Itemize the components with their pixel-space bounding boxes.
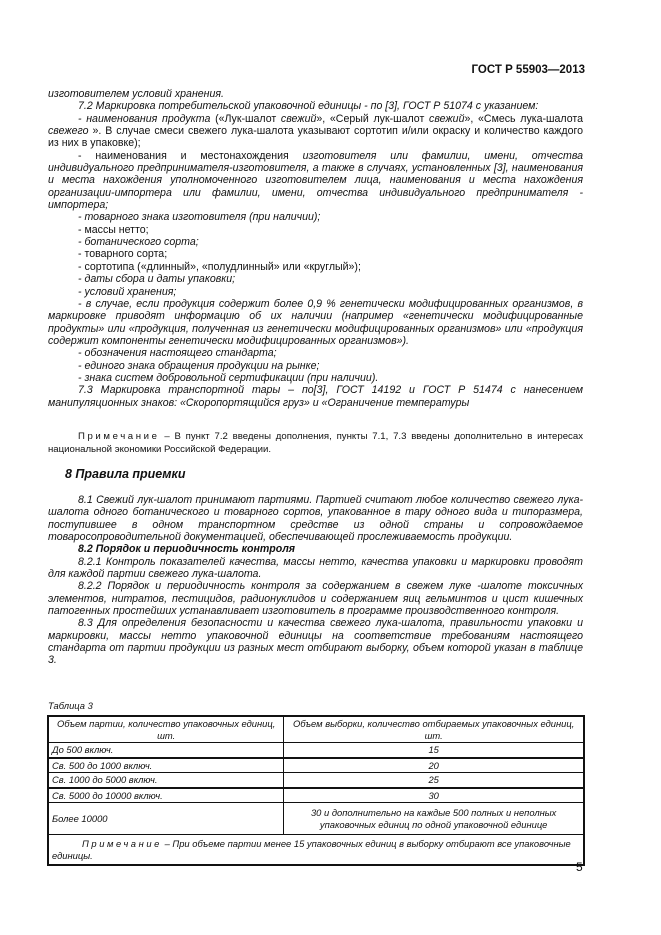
cell: 25 — [284, 773, 584, 788]
column-header: Объем партии, количество упаковочных единиц, шт. — [48, 716, 284, 743]
list-item: - товарного знака изготовителя (при наличии); — [78, 211, 321, 224]
document-header: ГОСТ Р 55903—2013 — [471, 64, 585, 76]
cell: До 500 включ. — [48, 743, 284, 758]
text: свежего — [48, 125, 89, 138]
list-item: - знака систем добровольной сертификации (при наличии). — [78, 371, 379, 384]
list-item: - даты сбора и даты упаковки; — [78, 273, 236, 286]
table-header-row — [48, 716, 584, 743]
list-item: - условий хранения; — [78, 285, 177, 298]
subheading-8-2: 8.2 Порядок и периодичность контроля — [78, 543, 296, 556]
list-item: - ботанического сорта; — [78, 236, 199, 249]
table-row — [48, 743, 584, 758]
cell: Более 10000 — [48, 803, 284, 835]
table-row — [48, 758, 584, 773]
section-heading: 8 Правила приемки — [65, 467, 186, 481]
text: - наименования и местонахождения — [78, 149, 303, 162]
text: », «Серый лук-шалот — [316, 112, 430, 125]
list-item — [48, 150, 583, 212]
table-row — [48, 803, 584, 835]
text: («Лук-шалот — [215, 112, 281, 125]
paragraph-8-2-1: 8.2.1 Контроль показателей качества, массы нетто, качества упаковки и маркировки проводят для каждой партии свежего лука-шалота. — [48, 555, 583, 581]
cell: 15 — [284, 743, 584, 758]
table-row — [48, 773, 584, 788]
paragraph: изготовителем условий хранения. — [48, 88, 224, 100]
section-8-body — [48, 494, 583, 667]
list-item: - обозначения настоящего стандарта; — [78, 347, 277, 360]
paragraph-7-2: 7.2 Маркировка потребительской упаковочной единицы - по [3], ГОСТ Р 51074 с указанием: — [78, 100, 539, 113]
list-item — [48, 113, 583, 150]
section-7-body — [48, 88, 583, 409]
note-label: Примечание — [82, 838, 162, 849]
section-8-heading-wrap — [48, 468, 583, 480]
list-item: - сортотипа («длинный», «полудлинный» или «круглый»); — [78, 260, 361, 273]
table-note-row — [48, 835, 584, 866]
paragraph-8-2-2: 8.2.2 Порядок и периодичность контроля за содержанием в свежем луке -шалоте токсичных элементов, нитратов, пестицидов, радионуклидов и содержанием яиц гельминтов и цист кишечных патогенных простейших устанавливает изготовитель в программе производственного контроля. — [48, 580, 583, 618]
cell: 20 — [284, 758, 584, 773]
text: свежий — [280, 112, 317, 125]
paragraph-8-1: 8.1 Свежий лук-шалот принимают партиями. Партией считают любое количество свежего лука-шалота одного ботанического и товарного сортов, упакованное в тару одного вида и типоразмера, поступившее в одном транспортном средстве из одной страны и сопровождаемое товаросопроводительной документацией, обеспечивающей прослеживаемость продукции. — [48, 494, 583, 544]
cell: Св. 5000 до 10000 включ. — [48, 788, 284, 803]
paragraph-8-3: 8.3 Для определения безопасности и качества свежего лука-шалота, правильности упаковки и маркировки, массы нетто упаковочной единицы на соответствие требованиям настоящего стандарта от партии продукции из разных мест отбирают выборку, объем которой указан в таблице 3. — [48, 617, 583, 667]
list-item: - товарного сорта; — [78, 248, 168, 261]
table-3 — [47, 715, 585, 866]
text: ». В случае смеси свежего лука-шалота указывают сортотип и/или окраску и количество каждого из них в упаковке); — [48, 125, 583, 150]
text: », «Смесь лука-шалота — [464, 112, 583, 125]
cell: Св. 1000 до 5000 включ. — [48, 773, 284, 788]
text: изготовителя или фамилии, имени, отчества индивидуального предпринимателя-изготовителя, а также в случаях, установленных [3], наименования и места нахождения уполномоченного изготовителем лица, наименования и места нахождения организации-импортера или фамилии, имени, отчества индивидуального предпринимателя - импортера; — [48, 149, 584, 212]
list-item: - массы нетто; — [78, 223, 149, 236]
list-item: - единого знака обращения продукции на рынке; — [78, 359, 320, 372]
note — [48, 431, 583, 456]
note-label: Примечание — [78, 431, 160, 442]
cell: 30 и дополнительно на каждые 500 полных и неполных упаковочных единиц по одной упаковочной единице — [284, 803, 584, 835]
column-header: Объем выборки, количество отбираемых упаковочных единиц, шт. — [284, 716, 584, 743]
cell: 30 — [284, 788, 584, 803]
note-text: – При объеме партии менее 15 упаковочных единиц в выборку отбирают все упаковочные единицы. — [52, 838, 571, 861]
page-number: 5 — [576, 860, 583, 874]
table-caption: Таблица 3 — [48, 700, 93, 711]
note-text: – В пункт 7.2 введены дополнения, пункты 7.1, 7.3 введены дополнительно в интересах национальной экономики Российской Федерации. — [48, 431, 583, 455]
list-item: - в случае, если продукция содержит более 0,9 % генетически модифицированных организмов, в маркировке приводят информацию об их наличии (например «генетически модифицированные продукты» или «продукция, полученная из генетически модифицированных организмов» или «продукция содержит компоненты генетически модифицированных организмов»). — [48, 297, 583, 347]
paragraph-7-3: 7.3 Маркировка транспортной тары – по[3], ГОСТ 14192 и ГОСТ Р 51474 с нанесением манипуляционных знаков: «Скоропортящийся груз» и «Ограничение температуры — [48, 384, 583, 409]
text: свежий — [429, 112, 465, 125]
text: - наименования продукта — [78, 112, 216, 125]
cell: Св. 500 до 1000 включ. — [48, 758, 284, 773]
table-row — [48, 788, 584, 803]
